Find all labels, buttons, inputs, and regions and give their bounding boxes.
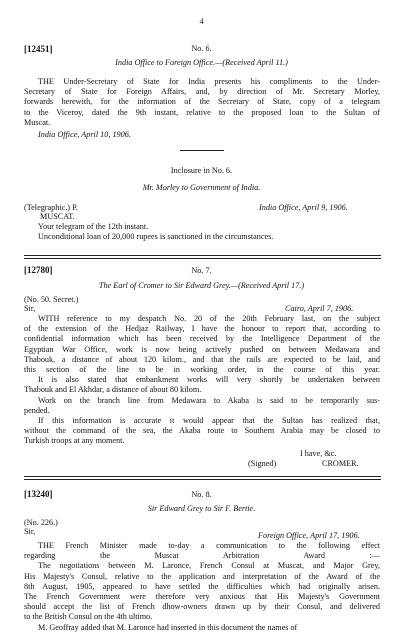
doc7-line: Thabouk, a distance of about 120 kilom., and that the rails are expected to be laid, and <box>24 354 380 364</box>
doc8-body <box>24 541 380 633</box>
doc6-number: No. 6. <box>191 44 212 53</box>
doc7-line: Turkish troops at any moment. <box>24 436 125 446</box>
doc6-line: THE Under-Secretary of State for India presents his compliments to the Under- <box>38 77 380 86</box>
doc7-line: pended. <box>24 405 50 415</box>
doc8-line: THE French Minister made to-day a communication to the following effect <box>38 541 380 550</box>
doc7-body <box>24 314 380 447</box>
doc7-line: without the command of the sea, the Akaba route to Southern Arabia may be closed to <box>24 426 380 436</box>
section-rule <box>24 255 381 256</box>
doc7-line: confidential information which has been received by the Intelligence Department of the <box>24 334 380 344</box>
doc8-line: M. Geoffray added that M. Laronce had inserted in this document the names of <box>38 622 298 632</box>
doc6-line: forwards herewith, for the information of the Secretary of State, copy of a telegram <box>24 97 380 107</box>
doc8-heading: Sir Edward Grey to Sir F. Bertie. <box>147 504 256 513</box>
doc7-line: this section of the line to be in working order, in the course of this year. <box>24 365 380 375</box>
doc8-salutation: Sir, <box>24 527 36 536</box>
doc7-signed: (Signed) <box>248 459 277 468</box>
doc8-line: regarding the Muscat Arbitration Award :— <box>24 551 380 561</box>
doc6-line: to the Viceroy, dated the 9th instant, relative to the proposed loan to the Sultan of <box>24 107 380 117</box>
doc7-line: Thabouk and El Akhdar, a distance of about 80 kilom. <box>24 385 202 395</box>
doc8-date: Foreign Office, April 17, 1906. <box>258 531 360 540</box>
doc6-heading: India Office to Foreign Office.—(Received April 11.) <box>115 58 288 67</box>
doc7-line: of the extension of the Hedjaz Railway, I have the honour to report that, according to <box>24 324 380 334</box>
doc8-line: 8th August, 1905, appeared to have settled the difficulties which had originally arisen. <box>24 581 380 591</box>
doc7-salutation: Sir, <box>24 304 36 313</box>
doc6-line: Muscat. <box>24 117 51 127</box>
doc7-line: Egyptian War Office, work is now being actively pushed on between Medawara and <box>24 344 380 354</box>
doc8-line: The French Government were therefore very anxious that His Majesty's Government <box>24 592 380 602</box>
inclosure-heading: Mr. Morley to Government of India. <box>142 183 261 192</box>
doc6-id: [12451] <box>24 44 53 54</box>
doc7-ref: (No. 50. Secret.) <box>24 295 79 304</box>
doc8-number: No. 8. <box>191 490 212 499</box>
doc8-ref: (No. 226.) <box>24 518 58 527</box>
doc7-closing: I have, &c. <box>300 449 337 458</box>
doc7-line: WITH reference to my despatch No. 20 of the 20th February last, on the subject <box>38 314 380 323</box>
doc8-line: should accept the list of French dhow-owners drawn up by their Consul, and delivered <box>24 602 380 612</box>
telegraphic-label: (Telegraphic.) P. <box>24 203 78 212</box>
doc7-number: No. 7. <box>191 266 212 275</box>
doc7-date: Cairo, April 7, 1906. <box>285 304 354 313</box>
page-number: 4 <box>199 17 204 26</box>
telegram-line: Your telegram of the 12th instant. <box>38 222 149 231</box>
inclosure-title: Inclosure in No. 6. <box>170 166 233 175</box>
doc7-line: If this information is accurate it would appear that the Sultan has realized that, <box>38 416 380 426</box>
doc8-line: The negotiations between M. Laronce, French Consul at Muscat, and Major Grey, <box>38 561 380 571</box>
short-rule <box>180 150 224 151</box>
doc8-line: His Majesty's Consul, relative to the application and interpretation of the Award of the <box>24 571 380 581</box>
doc8-line: to the British Consul on the 4th ultimo. <box>24 612 153 622</box>
doc7-id: [12780] <box>24 265 53 275</box>
doc7-line: It is also stated that embankment works will very shortly be undertaken between <box>38 375 380 385</box>
doc7-line: Work on the branch line from Medawara to Akaba is said to be temporarily sus- <box>38 395 380 405</box>
doc8-id: [13240] <box>24 489 53 499</box>
section-rule-thin <box>24 258 381 259</box>
doc7-signature: CROMER. <box>322 459 359 468</box>
telegram-line: Unconditional loan of 20,000 rupees is sanctioned in the circumstances. <box>38 232 274 241</box>
telegram-address: MUSCAT. <box>40 212 75 221</box>
section-rule-thin <box>24 479 381 480</box>
telegraphic-date: India Office, April 9, 1906. <box>259 203 348 212</box>
section-rule <box>24 476 381 477</box>
doc6-dateline: India Office, April 10, 1906. <box>38 130 131 139</box>
doc7-heading: The Earl of Cromer to Sir Edward Grey.—(Received April 17.) <box>98 281 305 290</box>
doc6-line: Secretary of State for Foreign Affairs, and, by direction of Mr. Secretary Morley, <box>24 87 380 97</box>
doc6-body <box>24 77 380 128</box>
